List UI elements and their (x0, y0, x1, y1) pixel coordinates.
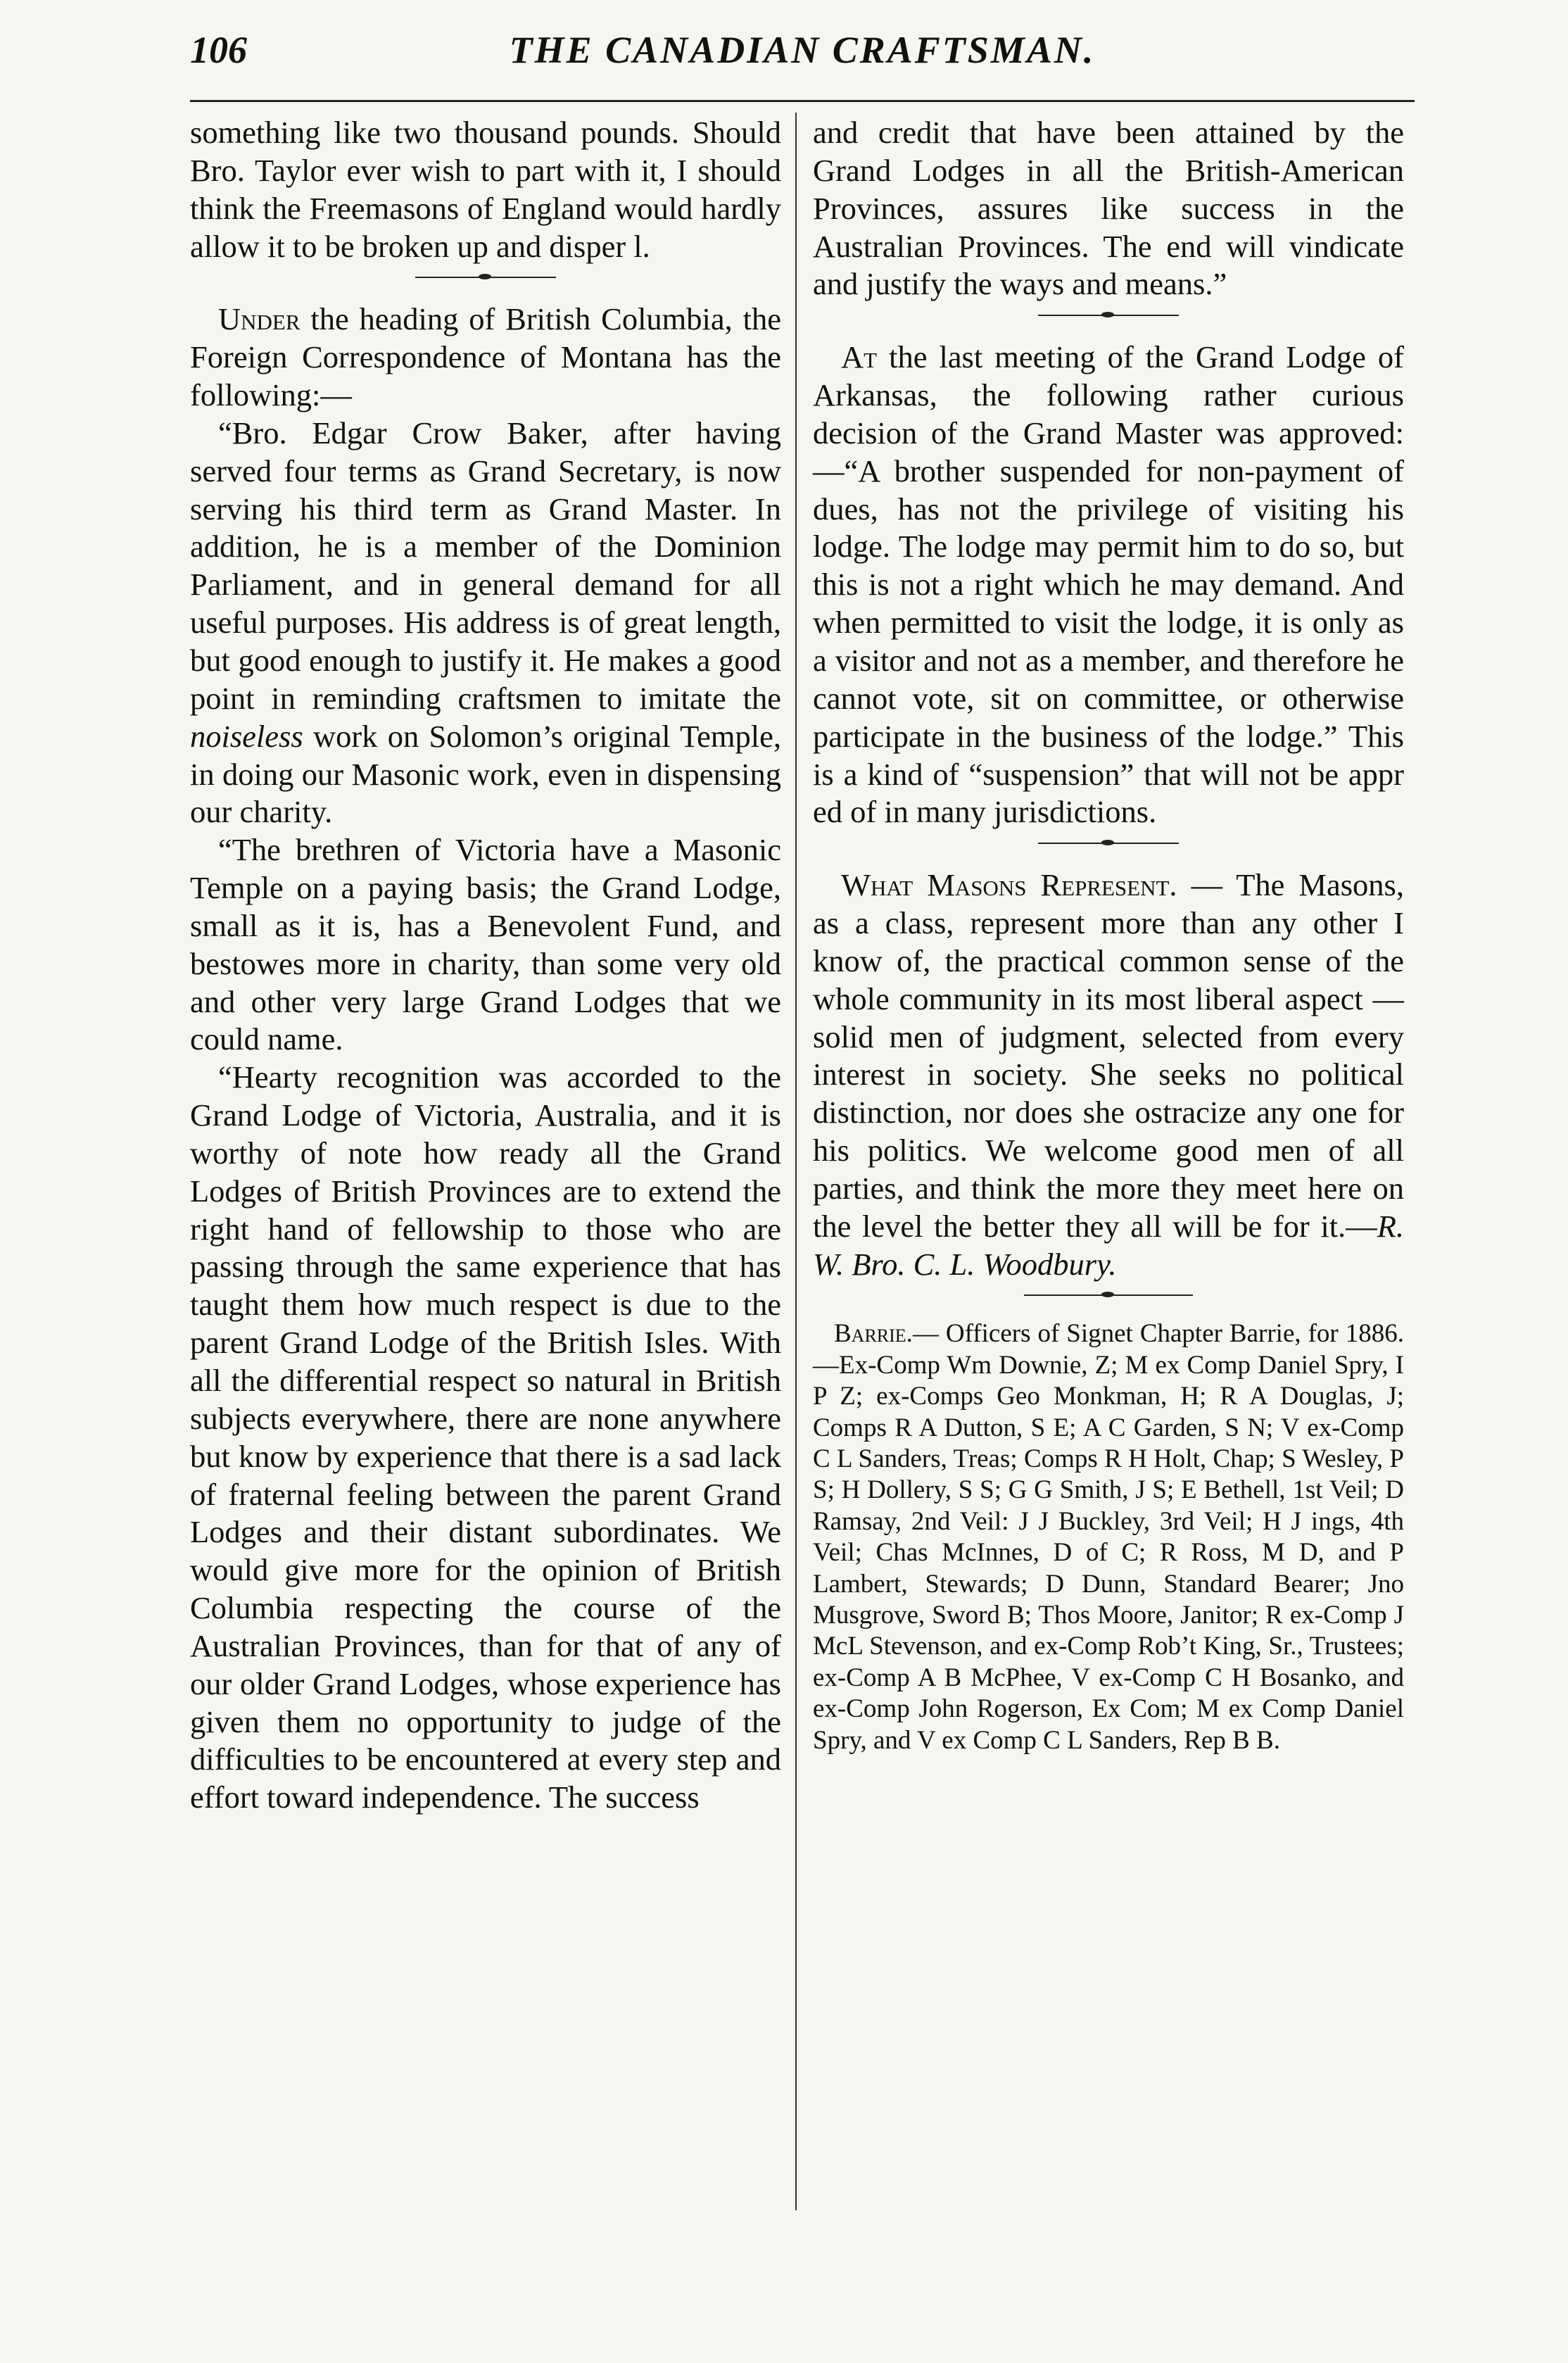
page-number: 106 (190, 29, 247, 71)
paragraph-what-masons-represent: What Masons Represent. — The Masons, as a class, represent more than any other I know of, the practical common sense of the whole community in its most liberal aspect —solid men of judgment, selected from every interest in society. She seeks no political distinction, nor does she ostracize any one for his politics. We welcome good men of all parties, and think the more they meet here on the level the better they all will be for it.—R. W. Bro. C. L. Woodbury. (813, 867, 1404, 1282)
running-title: THE CANADIAN CRAFTSMAN. (509, 29, 1096, 71)
barrie-chapter-notice: Barrie.— Officers of Signet Chapter Barrie, for 1886.—Ex-Comp Wm Downie, Z; M ex Comp Daniel Spry, I P Z; ex-Comps Geo Monkman, H; R A Douglas, J; Comps R A Dutton, S E; A C Garden, S N; V ex-Comp C L Sanders, Treas; Comps R H Holt, Chap; S Wesley, P S; H Dollery, S S; G G Smith, J S; E Bethell, 1st Veil; D Ramsay, 2nd Veil: J J Buckley, 3rd Veil; H J ings, 4th Veil; Chas McInnes, D of C; R Ross, M D, and P Lambert, Stewards; D Dunn, Standard Bearer; Jno Musgrove, Sword B; Thos Moore, Janitor; R ex-Comp J McL Stevenson, and ex-Comp Rob’t King, Sr., Trustees; ex-Comp A B McPhee, V ex-Comp C H Bosanko, and ex-Comp John Rogerson, Ex Com; M ex Comp Daniel Spry, and V ex Comp C L Sanders, Rep B B. (813, 1319, 1404, 1755)
page-header (190, 28, 1415, 92)
emphasis-noiseless: noiseless (190, 718, 303, 754)
section-separator (813, 312, 1404, 319)
paragraph-hearty-recognition: “Hearty recognition was accorded to the Grand Lodge of Victoria, Australia, and it is worthy of note how ready all the Grand Lodges of British Provinces are to extend the right hand of fellowship to those who are passing through the same experience that has taught them how much respect is due to the parent Grand Lodge of the British Isles. With all the differential respect so natural in British subjects everywhere, there are none anywhere but know by experience that there is a sad lack of fraternal feeling between the parent Grand Lodges and their distant subordinates. We would give more for the opinion of British Columbia respecting the course of the Australian Provinces, than for that of any of our older Grand Lodges, whose experience has given them no opportunity to judge of the difficulties to be encountered at every step and effort toward independence. The success (190, 1059, 781, 1815)
section-heading: What Masons Represent. (841, 867, 1177, 903)
paragraph-edgar-crow-baker: “Bro. Edgar Crow Baker, after having served four terms as Grand Secretary, is now serving his third term as Grand Master. In addition, he is a member of the Dominion Parliament, and in general demand for all useful purposes. His address is of great length, but good enough to justify it. He makes a good point in reminding craftsmen to imitate the noiseless work on Solomon’s original Temple, in doing our Masonic work, even in dispensing our charity. (190, 415, 781, 830)
paragraph-thousand-pounds: something like two thousand pounds. Should Bro. Taylor ever wish to part with it, I should think the Freemasons of England would hardly allow it to be broken up and disper l. (190, 115, 781, 264)
paragraph-arkansas-decision: At the last meeting of the Grand Lodge of Arkansas, the following rather curious decision of the Grand Master was approved:—“A brother suspended for non-payment of dues, has not the privilege of visiting his lodge. The lodge may permit him to do so, but this is not a right which he may demand. And when permitted to visit the lodge, it is only as a visitor and not as a member, and therefore he cannot vote, sit on committee, or otherwise participate in the business of the lodge.” This is a kind of “suspension” that will not be appr ed of in many jurisdictions. (813, 339, 1404, 830)
right-column (813, 114, 1404, 1756)
header-rule (190, 100, 1415, 102)
notice-lead: Barrie. (834, 1319, 913, 1349)
lead-word: Under (218, 301, 301, 337)
paragraph-victoria-temple: “The brethren of Victoria have a Masonic Temple on a paying basis; the Grand Lodge, small as it is, has a Benevolent Fund, and bestowes more in charity, than some very old and other very large Grand Lodges that we could name. (190, 832, 781, 1057)
section-separator (190, 274, 781, 281)
signature: R. W. Bro. C. L. Woodbury. (813, 1208, 1404, 1282)
left-column (190, 114, 781, 1817)
lead-word: At (841, 339, 878, 375)
column-divider (795, 113, 797, 2210)
paragraph-credit-attained: and credit that have been attained by the Grand Lodges in all the British-American Provinces, assures like success in the Australian Provinces. The end will vindicate and justify the ways and means.” (813, 115, 1404, 302)
section-separator (813, 1292, 1404, 1299)
paragraph-british-columbia: Under the heading of British Columbia, the Foreign Correspondence of Montana has the following:— (190, 301, 781, 413)
section-separator (813, 840, 1404, 847)
